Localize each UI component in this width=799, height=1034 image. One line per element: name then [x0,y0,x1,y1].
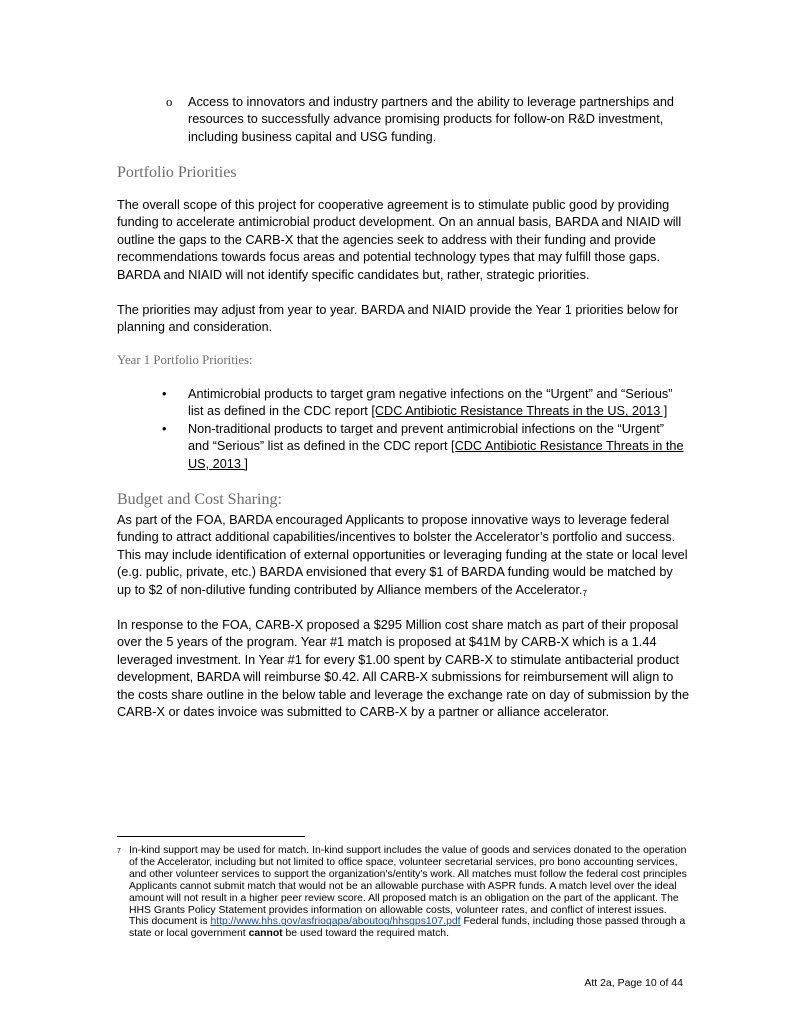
budget-para-2: In response to the FOA, CARB-X proposed a $295 Million cost share match as part of their proposal over the 5 years of the program. Year #1 match is proposed at $41M by CARB-X which is a 1.44 leveraged investment. In Year #1 for every $1.00 spent by CARB-X to stimulate antibacterial product development, BARDA will reimburse $0.42. All CARB-X submissions for reimbursement will align to the costs share outline in the below table and leverage the exchange rate on day of submission by the CARB-X or dates invoice was submitted to CARB-X by a partner or alliance accelerator. [117,618,690,720]
footnote-separator [117,836,305,837]
footnote-number: 7 [117,848,121,855]
cdc-report-link-2[interactable]: [CDC Antibiotic Resistance Threats in the US, 2013 ] [188,439,684,471]
sub-bullet-text: Access to innovators and industry partners and the ability to leverage partnerships and resources to successfully advance promising products for follow-on R&D investment, including business capital and USG funding. [188,95,674,144]
budget-heading: Budget and Cost Sharing: [117,491,282,508]
year1-bullet-2-body: Non-traditional products to target and prevent antimicrobial infections on the “Urgent” and “Serious” list as defined in the CDC report [188,422,665,454]
year1-bullet-1-text [188,386,684,421]
portfolio-priorities-para-1: The overall scope of this project for cooperative agreement is to stimulate public good by providing funding to accelerate antimicrobial product development. On an annual basis, BARDA and NIAID will outline the gaps to the CARB-X that the agencies seek to address with their funding and provide recommendations towards focus areas and potential technology types that may fulfill those gaps. BARDA and NIAID will not identify specific candidates but, rather, strategic priorities. [117,198,682,282]
footnote [117,845,687,940]
bullet-marker: • [162,387,167,401]
page-footer: Att 2a, Page 10 of 44 [584,977,683,989]
year1-bullet-2-text [188,421,684,473]
footnote-text-cont: Federal funds, including those passed through a state or local government [129,916,686,940]
portfolio-priorities-heading: Portfolio Priorities [117,164,237,181]
year1-bullet-1-body: Antimicrobial products to target gram negative infections on the “Urgent” and “Serious” list as defined in the CDC report [188,387,673,419]
budget-para-1-text: As part of the FOA, BARDA encouraged Applicants to propose innovative ways to leverage federal funding to attract additional capabilities/incentives to bolster the Accelerator’s portfolio and success. This may include identification of external opportunities or leveraging funding at the state or local level (e.g. public, private, etc.) BARDA envisioned that every $1 of BARDA funding would be matched by up to $2 of non-dilutive funding contributed by Alliance members of the Accelerator. [117,513,688,597]
budget-para-1 [117,512,689,602]
year1-bullet-2 [160,421,690,473]
bullet-marker: • [162,422,167,436]
footnote-bold-cannot: cannot [248,928,283,940]
sub-bullet-marker: o [166,95,173,109]
top-sub-bullet [166,94,686,146]
year1-priorities-heading: Year 1 Portfolio Priorities: [117,353,253,367]
footnote-text-body: In-kind support may be used for match. In-kind support includes the value of goods and services donated to the operation of the Accelerator, including but not limited to office space, volunteer secretarial services, pro bono accounting services, and other volunteer services to support the organization's/entity's work. All matches must follow the federal cost principles Applicants cannot submit match that would not be an allowable purchase with ASPR funds. A match level over the ideal amount will not result in a higher peer review score. All proposed match is an obligation on the part of the applicant. The HHS Grants Policy Statement provides information on allowable costs, volunteer rates, and conflict of interest issues. This document is [129,845,687,928]
footnote-text-end: be used toward the required match. [282,928,449,940]
hhs-policy-link[interactable]: http://www.hhs.gov/asfrioqapa/aboutog/hhsgps107.pdf [210,916,461,928]
footnote-text [129,845,687,940]
year1-bullet-1 [160,386,690,421]
cdc-report-link-1[interactable]: [CDC Antibiotic Resistance Threats in the US, 2013 ] [371,404,668,419]
portfolio-priorities-para-2: The priorities may adjust from year to year. BARDA and NIAID provide the Year 1 priorities below for planning and consideration. [117,303,679,335]
footnote-ref[interactable]: 7 [582,588,587,598]
